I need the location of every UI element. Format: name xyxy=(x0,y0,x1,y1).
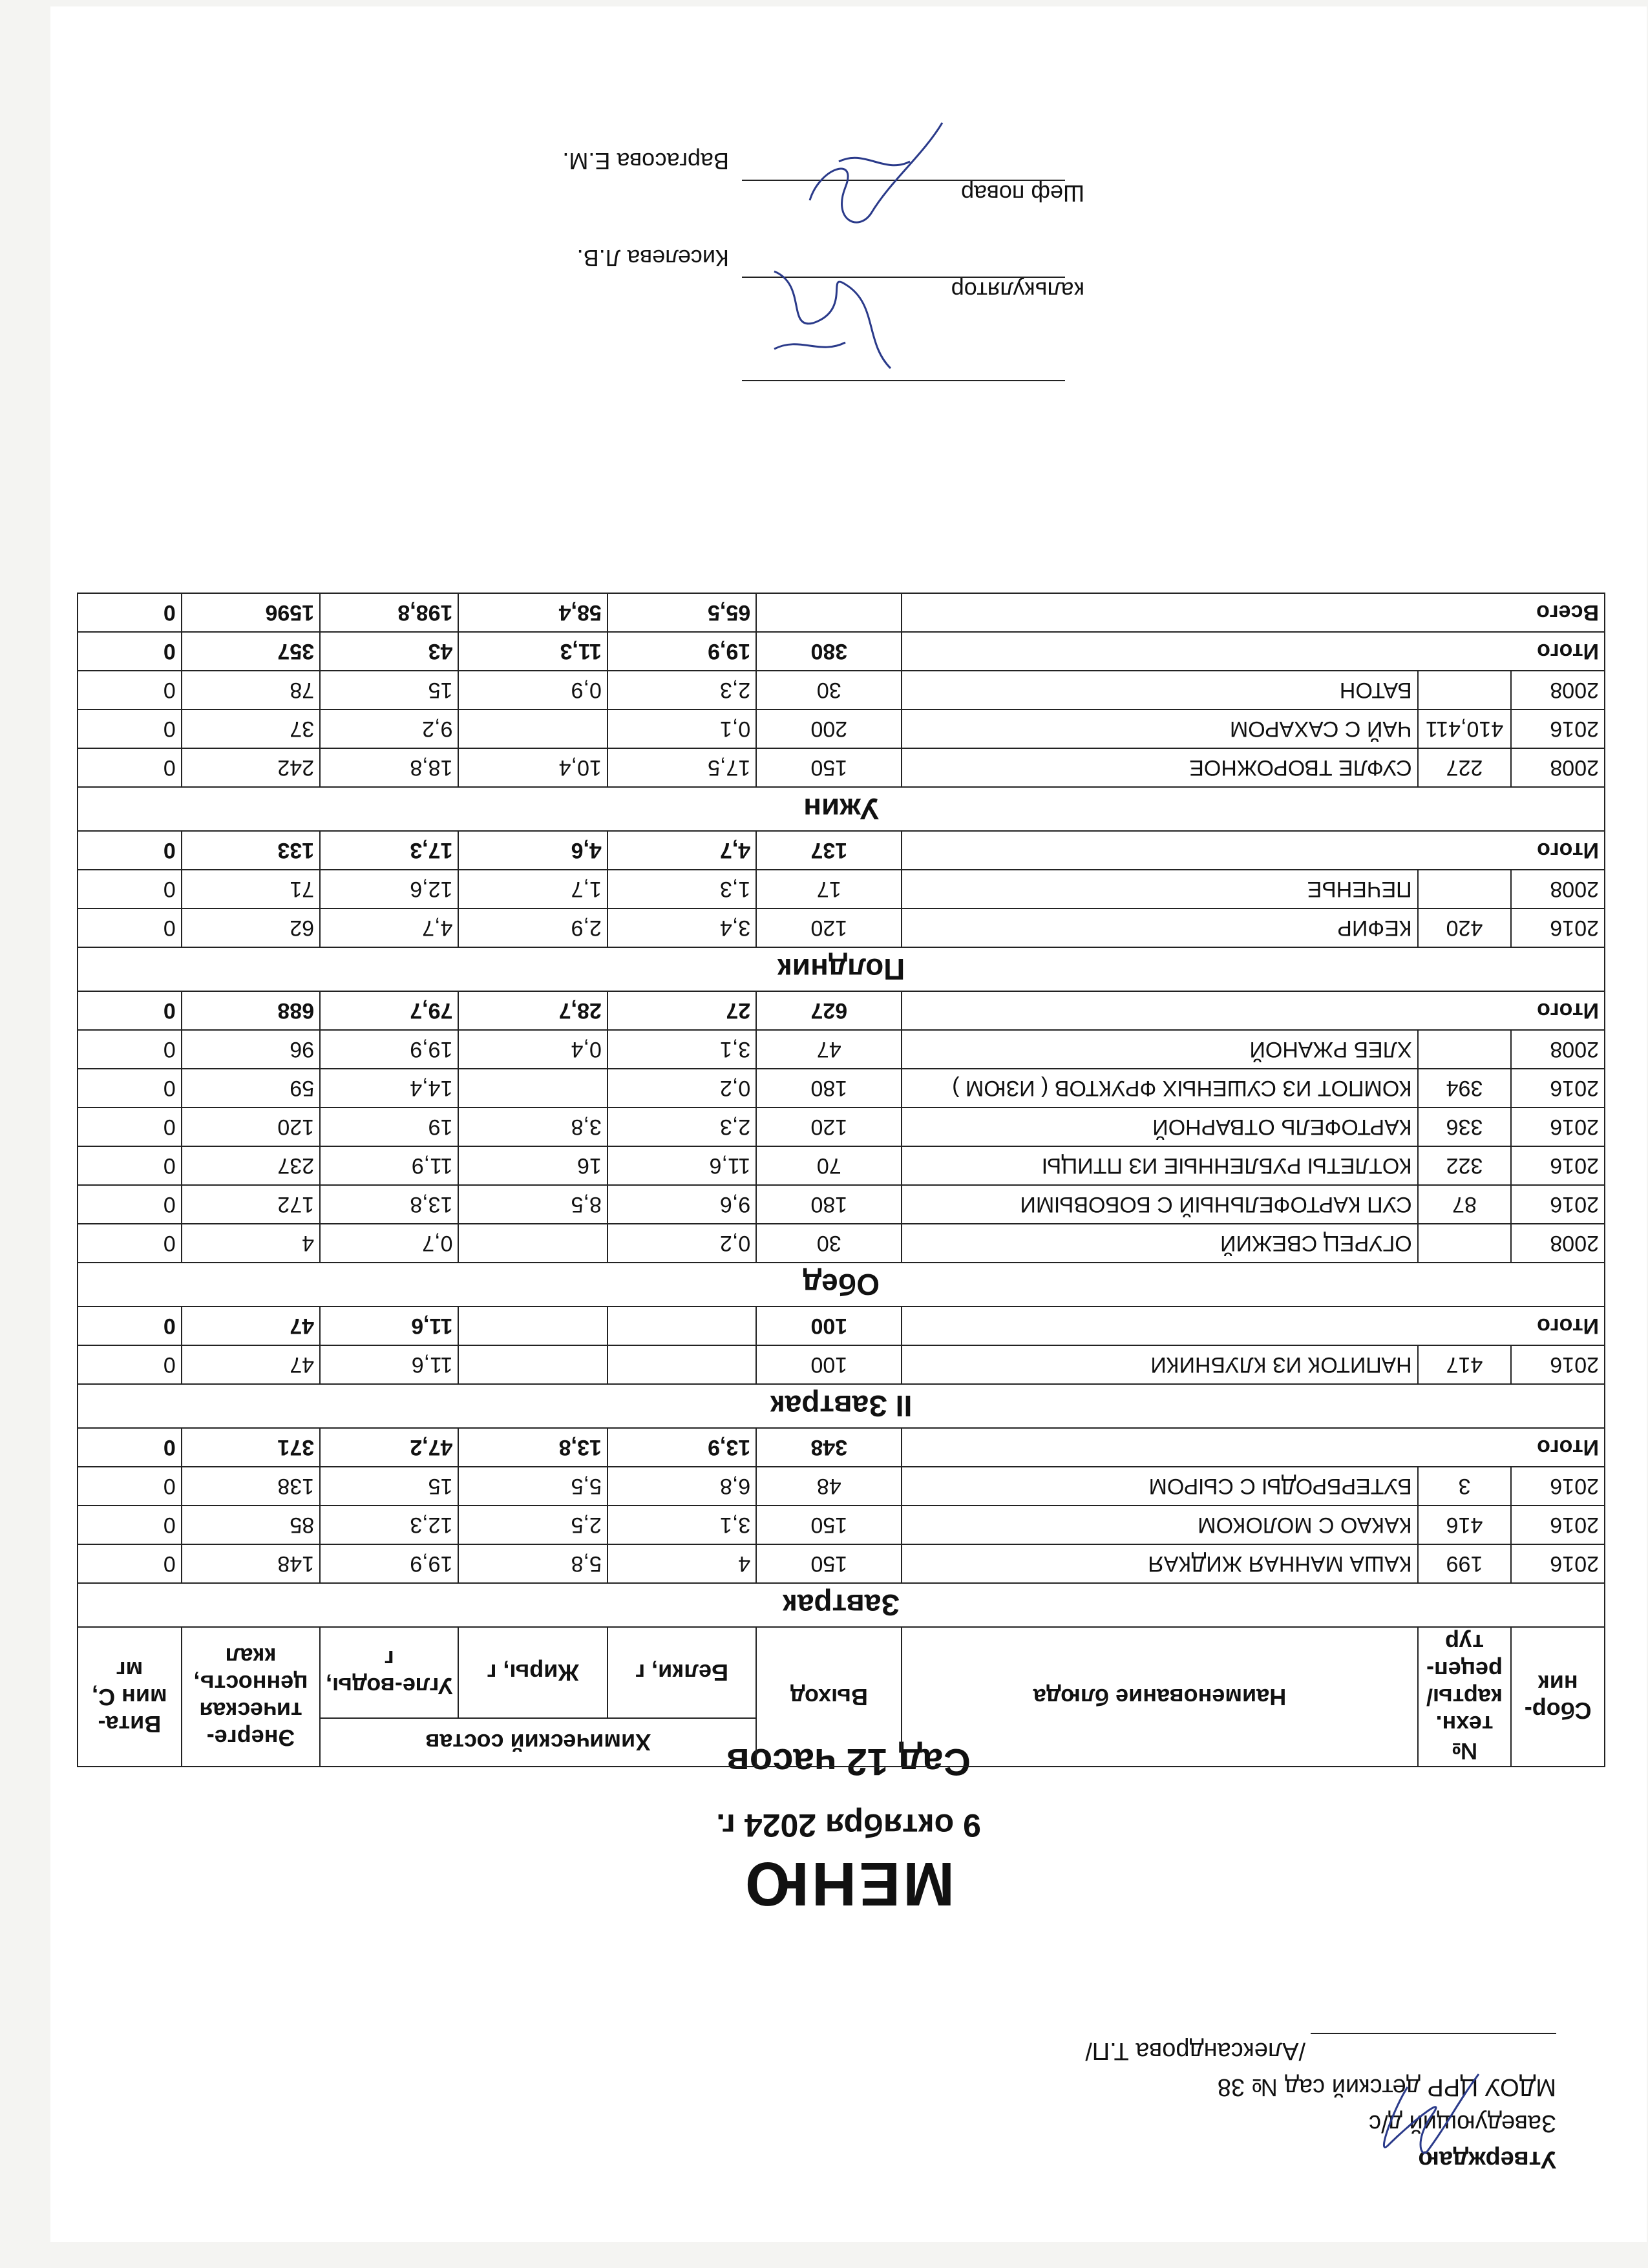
total-carbs: 47,2 xyxy=(320,1428,458,1467)
table-row xyxy=(78,908,1605,947)
grand-total-vitamin: 0 xyxy=(78,593,182,632)
cell-carbs: 0,7 xyxy=(320,1224,458,1263)
col-collection: Сбор-ник xyxy=(1511,1627,1605,1767)
cell-carbs: 18,8 xyxy=(320,748,458,787)
cell-energy: 172 xyxy=(182,1185,320,1224)
cell-card-no: 322 xyxy=(1418,1146,1512,1185)
cell-yield: 100 xyxy=(756,1345,902,1384)
cell-energy: 242 xyxy=(182,748,320,787)
cell-collection: 2008 xyxy=(1511,870,1605,908)
col-dish-name: Наименование блюда xyxy=(902,1627,1417,1767)
cell-carbs: 13,8 xyxy=(320,1185,458,1224)
cell-yield: 120 xyxy=(756,908,902,947)
cell-energy: 138 xyxy=(182,1467,320,1506)
total-protein: 27 xyxy=(607,991,756,1030)
cell-card-no xyxy=(1418,671,1512,709)
cell-dish-name: КАРТОФЕЛЬ ОТВАРНОЙ xyxy=(902,1108,1417,1146)
table-row xyxy=(78,1544,1605,1583)
cell-card-no: 416 xyxy=(1418,1506,1512,1544)
cell-energy: 78 xyxy=(182,671,320,709)
cell-fat xyxy=(458,1345,607,1384)
table-row xyxy=(78,1224,1605,1263)
cell-vitamin: 0 xyxy=(78,1506,182,1544)
cell-dish-name: КОТЛЕТЫ РУБЛЕННЫЕ ИЗ ПТИЦЫ xyxy=(902,1146,1417,1185)
col-energy: Энерге-тическая ценность, ккал xyxy=(182,1627,320,1767)
total-label: Итого xyxy=(902,1428,1605,1467)
col-card-no: № техн. карты/ рецеп-тур xyxy=(1418,1627,1512,1767)
cell-carbs: 14,4 xyxy=(320,1069,458,1108)
cell-vitamin: 0 xyxy=(78,1069,182,1108)
total-yield: 137 xyxy=(756,831,902,870)
cell-protein: 11,6 xyxy=(607,1146,756,1185)
paper-sheet xyxy=(50,6,1647,2242)
cell-protein: 3,1 xyxy=(607,1030,756,1069)
cell-yield: 150 xyxy=(756,1506,902,1544)
cell-yield: 17 xyxy=(756,870,902,908)
cell-collection: 2016 xyxy=(1511,1345,1605,1384)
cell-energy: 47 xyxy=(182,1345,320,1384)
cell-fat: 8,5 xyxy=(458,1185,607,1224)
cell-yield: 70 xyxy=(756,1146,902,1185)
cell-fat: 2,9 xyxy=(458,908,607,947)
cell-vitamin: 0 xyxy=(78,1345,182,1384)
meal-section-title: II Завтрак xyxy=(78,1384,1605,1428)
cell-energy: 4 xyxy=(182,1224,320,1263)
col-protein: Белки, г xyxy=(607,1627,756,1718)
signature-underline xyxy=(1311,2033,1556,2060)
total-yield: 627 xyxy=(756,991,902,1030)
grand-total-energy: 1596 xyxy=(182,593,320,632)
section-header-row xyxy=(78,947,1605,991)
grand-total-protein: 65,5 xyxy=(607,593,756,632)
cell-carbs: 15 xyxy=(320,1467,458,1506)
menu-group: Сад 12 часов xyxy=(726,1741,971,1783)
table-row xyxy=(78,748,1605,787)
signer-role: Шеф повар xyxy=(961,180,1084,207)
cell-card-no xyxy=(1418,1030,1512,1069)
total-energy: 47 xyxy=(182,1307,320,1345)
cell-yield: 30 xyxy=(756,671,902,709)
cell-collection: 2016 xyxy=(1511,1467,1605,1506)
total-energy: 133 xyxy=(182,831,320,870)
meal-section-title: Обед xyxy=(78,1263,1605,1307)
cell-carbs: 11,9 xyxy=(320,1146,458,1185)
grand-total-yield xyxy=(756,593,902,632)
total-label: Итого xyxy=(902,1307,1605,1345)
meal-section-title: Полдник xyxy=(78,947,1605,991)
total-fat: 13,8 xyxy=(458,1428,607,1467)
total-energy: 371 xyxy=(182,1428,320,1467)
total-row xyxy=(78,632,1605,671)
cell-energy: 59 xyxy=(182,1069,320,1108)
cell-carbs: 12,6 xyxy=(320,870,458,908)
table-row xyxy=(78,1146,1605,1185)
calculator-signature xyxy=(735,252,903,381)
cell-carbs: 19 xyxy=(320,1108,458,1146)
cell-card-no: 227 xyxy=(1418,748,1512,787)
cell-card-no: 336 xyxy=(1418,1108,1512,1146)
cell-carbs: 19,9 xyxy=(320,1544,458,1583)
cell-energy: 85 xyxy=(182,1506,320,1544)
cell-fat: 0,4 xyxy=(458,1030,607,1069)
cell-card-no: 199 xyxy=(1418,1544,1512,1583)
cell-fat xyxy=(458,709,607,748)
cell-fat: 3,8 xyxy=(458,1108,607,1146)
cell-vitamin: 0 xyxy=(78,908,182,947)
cell-carbs: 19,9 xyxy=(320,1030,458,1069)
total-yield: 100 xyxy=(756,1307,902,1345)
cell-fat: 5,5 xyxy=(458,1467,607,1506)
total-protein xyxy=(607,1307,756,1345)
cell-yield: 48 xyxy=(756,1467,902,1506)
cell-yield: 150 xyxy=(756,1544,902,1583)
cell-vitamin: 0 xyxy=(78,671,182,709)
table-row xyxy=(78,870,1605,908)
total-fat: 4,6 xyxy=(458,831,607,870)
cell-collection: 2016 xyxy=(1511,1108,1605,1146)
cell-card-no: 394 xyxy=(1418,1069,1512,1108)
cell-dish-name: ЧАЙ С САХАРОМ xyxy=(902,709,1417,748)
approval-title: Утверждаю xyxy=(1418,2146,1556,2173)
cell-collection: 2016 xyxy=(1511,1544,1605,1583)
total-fat xyxy=(458,1307,607,1345)
total-label: Итого xyxy=(902,831,1605,870)
total-row xyxy=(78,831,1605,870)
signer-name: Варгасова Е.М. xyxy=(562,148,729,174)
table-row xyxy=(78,671,1605,709)
cell-yield: 180 xyxy=(756,1185,902,1224)
total-energy: 688 xyxy=(182,991,320,1030)
cell-dish-name: СУП КАРТОФЕЛЬНЫЙ С БОБОВЫМИ xyxy=(902,1185,1417,1224)
cell-energy: 37 xyxy=(182,709,320,748)
table-row xyxy=(78,1069,1605,1108)
cell-dish-name: КАША МАННАЯ ЖИДКАЯ xyxy=(902,1544,1417,1583)
section-header-row xyxy=(78,787,1605,831)
total-protein: 4,7 xyxy=(607,831,756,870)
table-row xyxy=(78,1345,1605,1384)
cell-vitamin: 0 xyxy=(78,709,182,748)
cell-fat: 10,4 xyxy=(458,748,607,787)
cell-vitamin: 0 xyxy=(78,1030,182,1069)
total-label: Итого xyxy=(902,991,1605,1030)
section-header-row xyxy=(78,1384,1605,1428)
cell-collection: 2008 xyxy=(1511,1030,1605,1069)
cell-carbs: 9,2 xyxy=(320,709,458,748)
signer-name: Киселева Л.В. xyxy=(576,245,729,271)
cell-fat xyxy=(458,1069,607,1108)
cell-card-no: 3 xyxy=(1418,1467,1512,1506)
cell-fat: 5,8 xyxy=(458,1544,607,1583)
cell-collection: 2008 xyxy=(1511,671,1605,709)
table-row xyxy=(78,1467,1605,1506)
cell-yield: 180 xyxy=(756,1069,902,1108)
director-signature xyxy=(1356,2068,1485,2165)
cell-card-no: 87 xyxy=(1418,1185,1512,1224)
table-header-row xyxy=(78,1718,1605,1767)
approval-block xyxy=(1085,2033,1556,2178)
cell-carbs: 12,3 xyxy=(320,1506,458,1544)
cell-vitamin: 0 xyxy=(78,1467,182,1506)
meal-section-title: Завтрак xyxy=(78,1583,1605,1627)
cell-dish-name: КОМПОТ ИЗ СУШЕНЫХ ФРУКТОВ ( ИЗЮМ ) xyxy=(902,1069,1417,1108)
cell-card-no xyxy=(1418,870,1512,908)
chef-signature xyxy=(800,110,949,239)
cell-dish-name: ОГУРЕЦ СВЕЖИЙ xyxy=(902,1224,1417,1263)
total-yield: 380 xyxy=(756,632,902,671)
total-row xyxy=(78,1428,1605,1467)
menu-table xyxy=(77,593,1605,1767)
grand-total-carbs: 198,8 xyxy=(320,593,458,632)
meal-section-title: Ужин xyxy=(78,787,1605,831)
cell-vitamin: 0 xyxy=(78,1544,182,1583)
cell-yield: 200 xyxy=(756,709,902,748)
cell-vitamin: 0 xyxy=(78,870,182,908)
cell-energy: 71 xyxy=(182,870,320,908)
cell-fat: 0,9 xyxy=(458,671,607,709)
menu-date: 9 октября 2024 г. xyxy=(716,1807,981,1843)
total-vitamin: 0 xyxy=(78,1307,182,1345)
cell-collection: 2016 xyxy=(1511,1069,1605,1108)
cell-carbs: 11,6 xyxy=(320,1345,458,1384)
cell-collection: 2008 xyxy=(1511,1224,1605,1263)
col-chem-group: Химический состав xyxy=(320,1718,756,1767)
grand-total-fat: 58,4 xyxy=(458,593,607,632)
total-carbs: 11,6 xyxy=(320,1307,458,1345)
cell-vitamin: 0 xyxy=(78,1185,182,1224)
menu-body xyxy=(78,593,1605,1627)
total-yield: 348 xyxy=(756,1428,902,1467)
table-row xyxy=(78,1185,1605,1224)
cell-collection: 2016 xyxy=(1511,709,1605,748)
cell-dish-name: СУФЛЕ ТВОРОЖНОЕ xyxy=(902,748,1417,787)
cell-vitamin: 0 xyxy=(78,748,182,787)
col-fat: Жиры, г xyxy=(458,1627,607,1718)
cell-carbs: 4,7 xyxy=(320,908,458,947)
cell-dish-name: НАПИТОК ИЗ КЛУБНИКИ xyxy=(902,1345,1417,1384)
cell-yield: 120 xyxy=(756,1108,902,1146)
cell-fat: 1,7 xyxy=(458,870,607,908)
cell-dish-name: БАТОН xyxy=(902,671,1417,709)
cell-energy: 62 xyxy=(182,908,320,947)
col-carbs: Угле-воды, г xyxy=(320,1627,458,1718)
cell-yield: 47 xyxy=(756,1030,902,1069)
table-row xyxy=(78,1108,1605,1146)
cell-dish-name: ХЛЕБ РЖАНОЙ xyxy=(902,1030,1417,1069)
cell-carbs: 15 xyxy=(320,671,458,709)
cell-protein: 2,3 xyxy=(607,1108,756,1146)
signer-role: калькулятор xyxy=(951,277,1084,304)
total-carbs: 43 xyxy=(320,632,458,671)
cell-dish-name: ПЕЧЕНЬЕ xyxy=(902,870,1417,908)
total-fat: 28,7 xyxy=(458,991,607,1030)
cell-card-no: 420 xyxy=(1418,908,1512,947)
table-row xyxy=(78,1030,1605,1069)
approval-position: Заведующий д/с xyxy=(1369,2110,1556,2137)
table-row xyxy=(78,1506,1605,1544)
cell-card-no: 410,411 xyxy=(1418,709,1512,748)
col-vitamin: Вита-мин С, мг xyxy=(78,1627,182,1767)
section-header-row xyxy=(78,1583,1605,1627)
cell-vitamin: 0 xyxy=(78,1224,182,1263)
cell-protein: 3,1 xyxy=(607,1506,756,1544)
cell-yield: 30 xyxy=(756,1224,902,1263)
cell-energy: 237 xyxy=(182,1146,320,1185)
table-row xyxy=(78,709,1605,748)
cell-energy: 96 xyxy=(182,1030,320,1069)
cell-energy: 120 xyxy=(182,1108,320,1146)
approval-organization: МДОУ ЦРР детский сад № 38 xyxy=(1217,2074,1556,2101)
cell-energy: 148 xyxy=(182,1544,320,1583)
approval-signature-line xyxy=(1085,2033,1556,2069)
cell-protein: 6,8 xyxy=(607,1467,756,1506)
grand-total-row xyxy=(78,593,1605,632)
cell-dish-name: КЕФИР xyxy=(902,908,1417,947)
total-label: Итого xyxy=(902,632,1605,671)
cell-protein: 0,1 xyxy=(607,709,756,748)
total-vitamin: 0 xyxy=(78,831,182,870)
cell-vitamin: 0 xyxy=(78,1108,182,1146)
cell-dish-name: КАКАО С МОЛОКОМ xyxy=(902,1506,1417,1544)
grand-total-label: Всего xyxy=(902,593,1605,632)
total-fat: 11,3 xyxy=(458,632,607,671)
approval-signer-name: /Александрова Т.П/ xyxy=(1085,2037,1305,2064)
cell-protein: 1,3 xyxy=(607,870,756,908)
cell-collection: 2016 xyxy=(1511,908,1605,947)
total-carbs: 17,3 xyxy=(320,831,458,870)
cell-collection: 2016 xyxy=(1511,1185,1605,1224)
cell-collection: 2016 xyxy=(1511,1146,1605,1185)
cell-protein: 17,5 xyxy=(607,748,756,787)
total-carbs: 79,7 xyxy=(320,991,458,1030)
total-energy: 357 xyxy=(182,632,320,671)
cell-protein: 0,2 xyxy=(607,1069,756,1108)
cell-protein: 0,2 xyxy=(607,1224,756,1263)
section-header-row xyxy=(78,1263,1605,1307)
page-title: МЕНЮ xyxy=(742,1849,955,1918)
cell-vitamin: 0 xyxy=(78,1146,182,1185)
cell-collection: 2016 xyxy=(1511,1506,1605,1544)
cell-card-no: 417 xyxy=(1418,1345,1512,1384)
cell-card-no xyxy=(1418,1224,1512,1263)
total-vitamin: 0 xyxy=(78,991,182,1030)
cell-protein: 4 xyxy=(607,1544,756,1583)
total-vitamin: 0 xyxy=(78,1428,182,1467)
total-row xyxy=(78,1307,1605,1345)
total-vitamin: 0 xyxy=(78,632,182,671)
cell-dish-name: БУТЕРБРОДЫ С СЫРОМ xyxy=(902,1467,1417,1506)
total-protein: 13,9 xyxy=(607,1428,756,1467)
cell-fat: 16 xyxy=(458,1146,607,1185)
cell-collection: 2008 xyxy=(1511,748,1605,787)
cell-fat xyxy=(458,1224,607,1263)
cell-protein xyxy=(607,1345,756,1384)
cell-yield: 150 xyxy=(756,748,902,787)
cell-protein: 3,4 xyxy=(607,908,756,947)
cell-fat: 2,5 xyxy=(458,1506,607,1544)
total-row xyxy=(78,991,1605,1030)
cell-protein: 9,6 xyxy=(607,1185,756,1224)
cell-protein: 2,3 xyxy=(607,671,756,709)
col-yield: Выход xyxy=(756,1627,902,1767)
total-protein: 19,9 xyxy=(607,632,756,671)
